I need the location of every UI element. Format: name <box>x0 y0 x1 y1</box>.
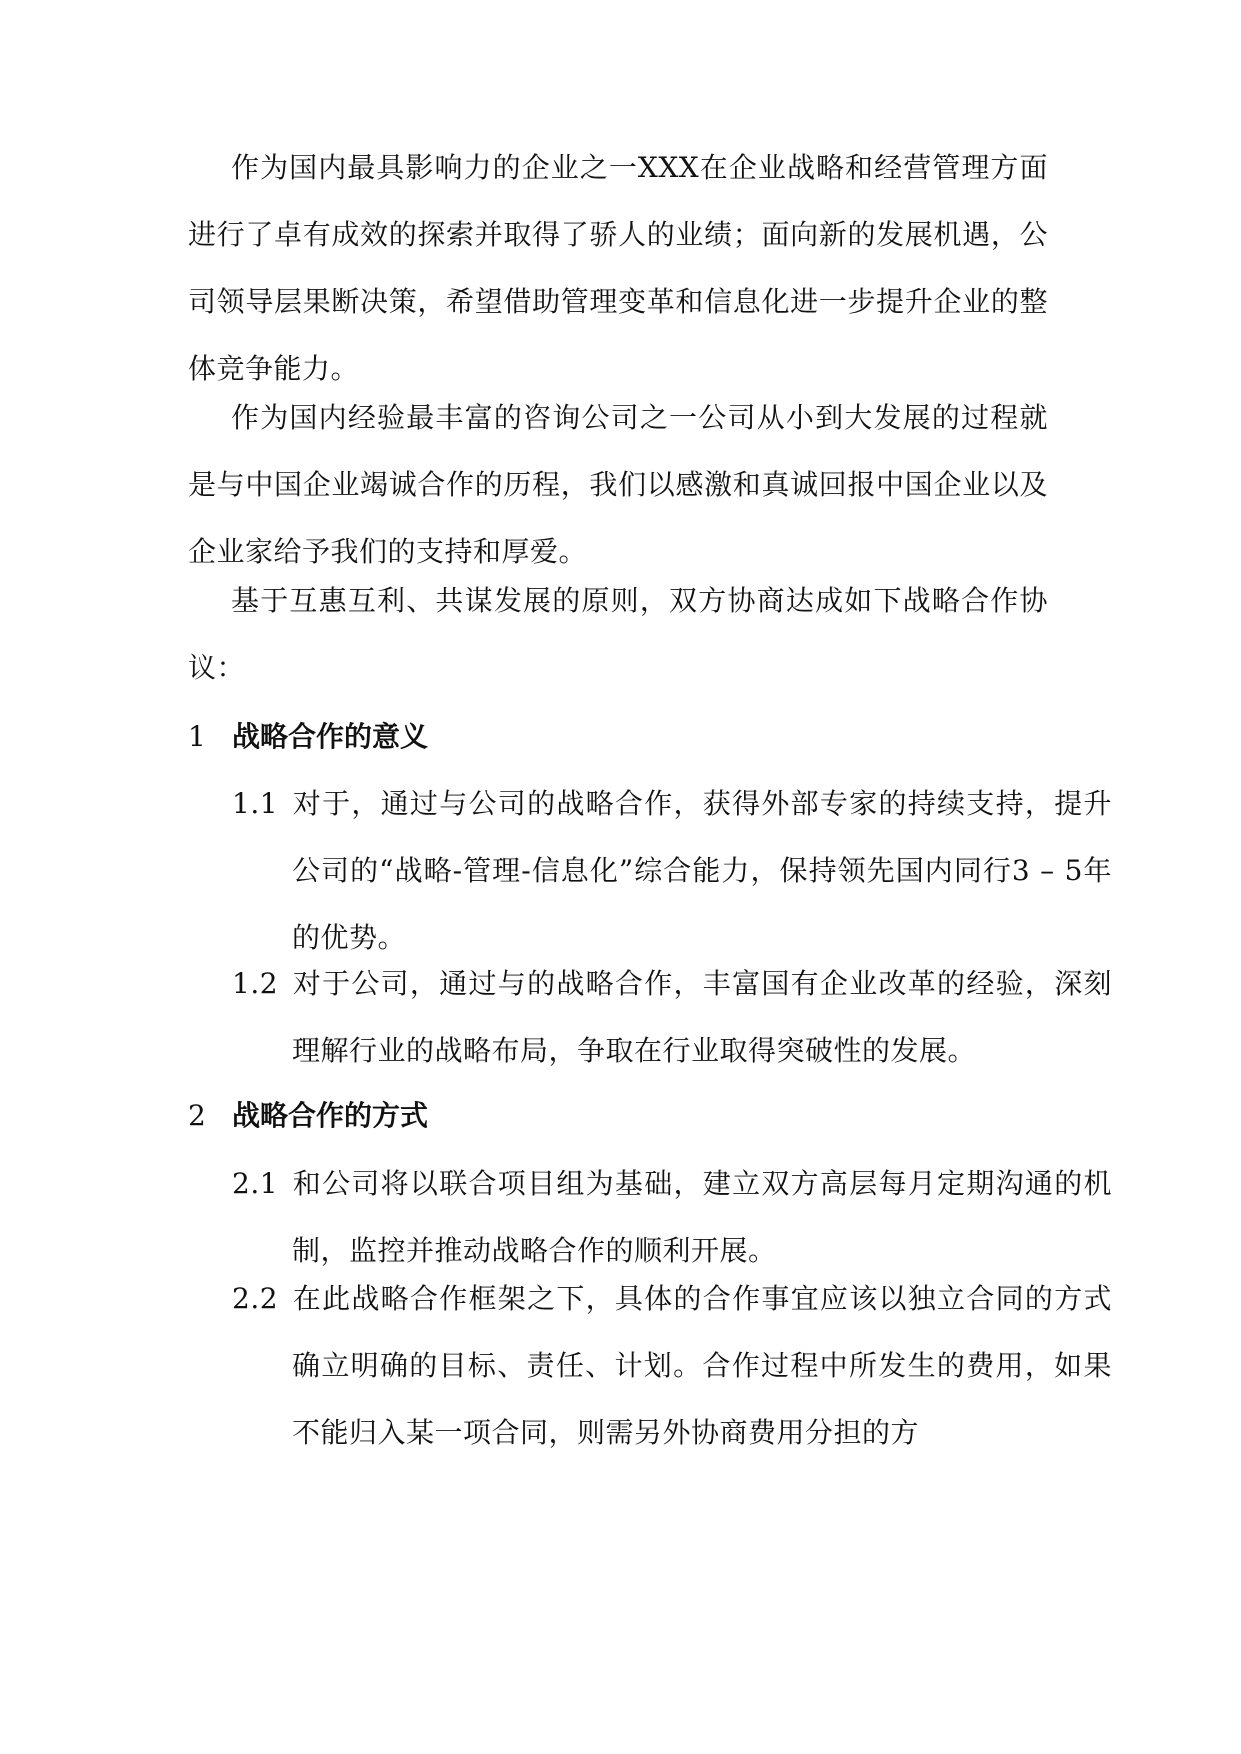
section-1-heading <box>188 717 1048 757</box>
section-2-item-2 <box>232 1265 1112 1466</box>
item-number: 1.2 <box>232 967 279 1000</box>
section-1-item-2 <box>232 950 1112 1084</box>
intro-paragraph-3: 基于互惠互利、共谋发展的原则，双方协商达成如下战略合作协议： <box>188 584 1048 684</box>
item-text: 和公司将以联合项目组为基础，建立双方高层每月定期沟通的机制，监控并推动战略合作的顺利开展。 <box>292 1167 1112 1267</box>
intro-paragraph-2: 作为国内经验最丰富的咨询公司之一公司从小到大发展的过程就是与中国企业竭诚合作的历程，我们以感激和真诚回报中国企业以及企业家给予我们的支持和厚爱。 <box>188 401 1048 568</box>
item-number: 1.1 <box>232 787 279 820</box>
section-1-item-1 <box>232 770 1112 971</box>
item-number: 2.1 <box>232 1167 279 1200</box>
section-2-heading <box>188 1096 1048 1136</box>
section-2-title: 战略合作的方式 <box>232 1099 429 1132</box>
intro-paragraph-1: 作为国内最具影响力的企业之一XXX在企业战略和经营管理方面进行了卓有成效的探索并取得了骄人的业绩；面向新的发展机遇，公司领导层果断决策，希望借助管理变革和信息化进一步提升企业的整体竞争能力。 <box>188 151 1048 385</box>
section-2-number: 2 <box>188 1099 206 1132</box>
item-text: 对于，通过与公司的战略合作，获得外部专家的持续支持，提升公司的“战略-管理-信息化”综合能力，保持领先国内同行3 – 5年的优势。 <box>292 787 1112 954</box>
item-text: 对于公司，通过与的战略合作，丰富国有企业改革的经验，深刻理解行业的战略布局，争取在行业取得突破性的发展。 <box>292 967 1112 1067</box>
section-2-item-1 <box>232 1150 1112 1284</box>
section-1-number: 1 <box>188 720 206 753</box>
item-text: 在此战略合作框架之下，具体的合作事宜应该以独立合同的方式确立明确的目标、责任、计划。合作过程中所发生的费用，如果不能归入某一项合同，则需另外协商费用分担的方 <box>292 1282 1112 1449</box>
item-number: 2.2 <box>232 1282 279 1315</box>
section-1-title: 战略合作的意义 <box>232 720 429 753</box>
